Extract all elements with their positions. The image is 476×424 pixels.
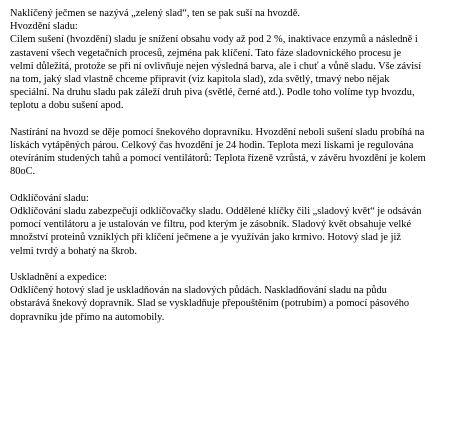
section-heading-hvozdeni: Hvozdění sladu: xyxy=(10,21,78,33)
paragraph-line: Odklíčování sladu zabezpečují odklíčovačky sladu. Oddělené klíčky čili „sladový květ“ je odsáván xyxy=(10,206,422,218)
paragraph-spacer xyxy=(10,258,466,271)
paragraph-line: množství proteinů vzniklých při klíčení ječmene a je využíván jako krmivo. Hotový slad je již xyxy=(10,232,401,244)
paragraph-spacer xyxy=(10,113,466,126)
paragraph-line: Cílem sušení (hvozdění) sladu je snížení obsahu vody až pod 2 %, inaktivace enzymů a následně i xyxy=(10,34,418,46)
paragraph-line: velmi tvrdý a bohatý na škrob. xyxy=(10,245,137,257)
paragraph-line: Nastírání na hvozd se děje pomocí šnekového dopravníku. Hvozdění neboli sušení sladu probíhá na xyxy=(10,126,425,138)
paragraph-line: Odklíčený hotový slad je uskladňován na sladových půdách. Naskladňování sladu na půdu xyxy=(10,285,387,297)
section-heading-odklicovani: Odklíčování sladu: xyxy=(10,192,89,204)
paragraph-line: pomocí ventilátoru a je ustalován ve filtru, pod kterým je zásobník. Sladový květ obsahuje velké xyxy=(10,219,412,231)
paragraph-line: speciální. Na druhu sladu pak záleží druh piva (světlé, černé atd.). Podle toho volíme typ hvozdu, xyxy=(10,87,415,99)
paragraph-line: zastavení všech vegetačních procesů, zejména pak klíčení. Tato fáze sladovnického procesu je xyxy=(10,47,402,59)
paragraph-line: na tom, jaký slad vlastně chceme připravit (viz kapitola slad), zda světlý, tmavý nebo nějak xyxy=(10,74,390,86)
section-heading-uskladneni: Uskladnění a expedice: xyxy=(10,272,107,284)
paragraph-line: dopravníku jde přímo na automobily. xyxy=(10,311,165,323)
paragraph-line: lískách vytápěných párou. Celkový čas hvozdění je 24 hodin. Teplota mezi lískami je regulována xyxy=(10,140,414,152)
paragraph-line: 80oC. xyxy=(10,166,36,178)
intro-line: Naklíčený ječmen se nazývá „zelený slad“, ten se pak suší na hvozdě. xyxy=(10,8,300,19)
paragraph-line: obstarává šnekový dopravník. Slad se vyskladňuje přepouštěním (potrubím) a pomocí pásového xyxy=(10,298,410,310)
paragraph-line: otevíráním studených tahů a pomocí ventilátorů: Teplota řízeně vzrůstá, v závěru hvozdění je kolem xyxy=(10,153,426,165)
paragraph-line: velmi důležitá, protože se při ní ovlivňuje nejen výsledná barva, ale i chuť a vůně sladu. Vše závisí xyxy=(10,60,422,72)
paragraph-line: teplotu a dobu sušení apod. xyxy=(10,100,124,112)
paragraph-spacer xyxy=(10,179,466,192)
document-body xyxy=(10,7,466,324)
